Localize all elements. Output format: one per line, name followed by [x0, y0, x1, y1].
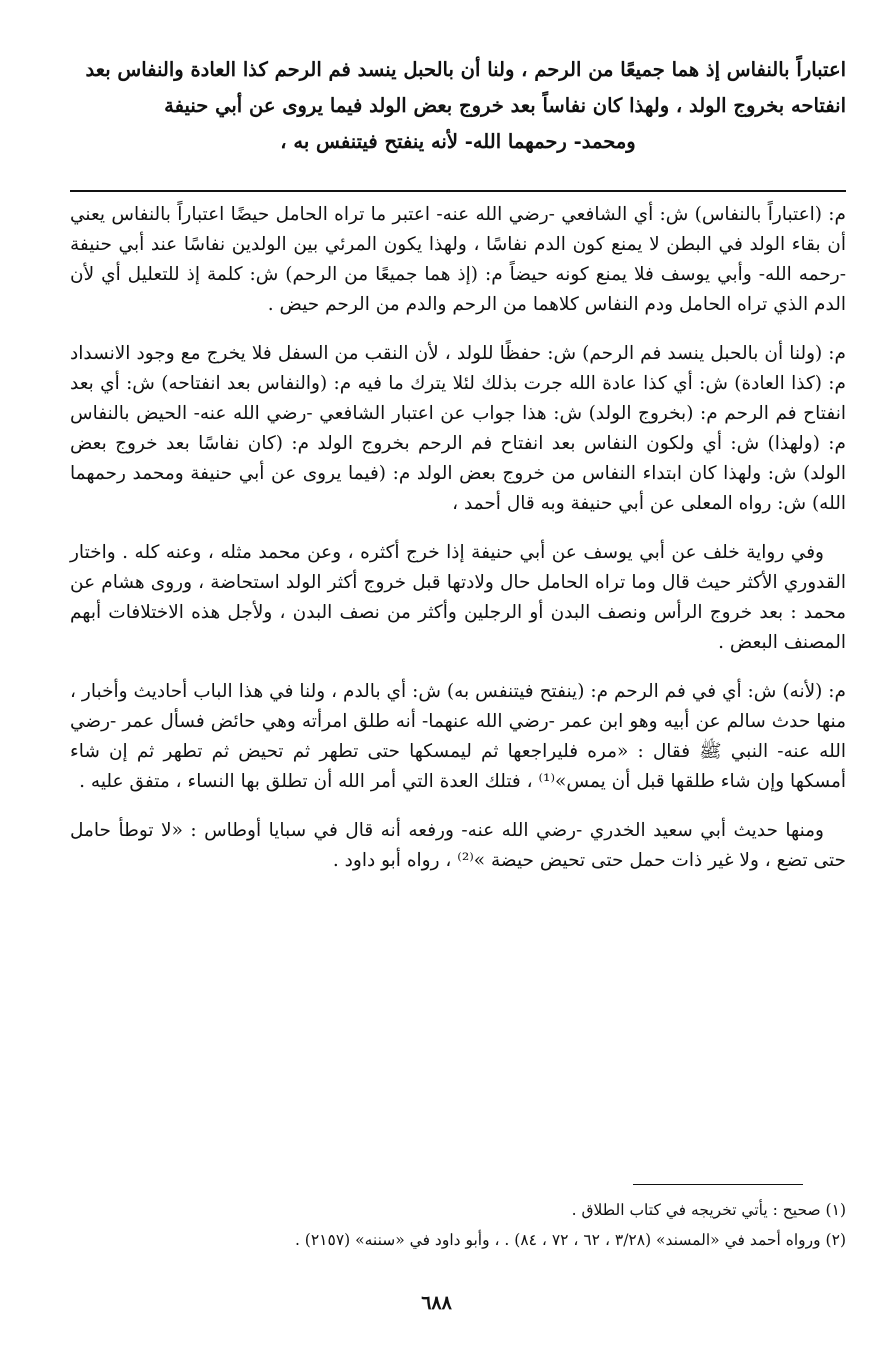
commentary [70, 200, 846, 895]
commentary-paragraph: م: (لأنه) ش: أي في فم الرحم م: (ينفتح فيتنفس به) ش: أي بالدم ، ولنا في هذا الباب أحاديث وأخبار ، منها حدث سالم عن أبيه وهو ابن عمر -رضي الله عنهما- أنه طلق امرأته وهي حائض فسأل عمر -رضي الله عنه- النبي ﷺ فقال : «مره فليراجعها ثم ليمسكها حتى تطهر ثم تحيض ثم تطهر ثم إن شاء أمسكها وإن شاء طلقها قبل أن يمس»⁽¹⁾ ، فتلك العدة التي أمر الله أن تطلق بها النساء ، متفق عليه . [70, 681, 846, 792]
main-text-divider [70, 190, 846, 192]
main-text-line: انفتاحه بخروج الولد ، ولهذا كان نفاساً بعد خروج بعض الولد فيما يروى عن أبي حنيفة [164, 94, 846, 117]
commentary-paragraph: وفي رواية خلف عن أبي يوسف عن أبي حنيفة إذا خرج أكثره ، وعن محمد مثله ، وعنه كله . واختار القدوري الأكثر حيث قال وما تراه الحامل حال ولادتها قبل خروج أكثر الولد استحاضة ، وروى هشام عن محمد : بعد خروج الرأس ونصف البدن أو الرجلين وأكثر من نصف البدن ، ولأجل هذه الاختلافات أبهم المصنف البعض . [70, 542, 846, 653]
footnote-divider [633, 1184, 803, 1185]
main-text-line: اعتباراً بالنفاس إذ هما جميعًا من الرحم ، ولنا أن بالحبل ينسد فم الرحم كذا العادة والنفاس بعد [85, 58, 846, 81]
footnote: (١) صحيح : يأتي تخريجه في كتاب الطلاق . [571, 1201, 846, 1219]
page-number: ٦٨٨ [421, 1292, 452, 1314]
commentary-paragraph: م: (اعتباراً بالنفاس) ش: أي الشافعي -رضي الله عنه- اعتبر ما تراه الحامل حيضًا اعتباراً بالنفاس يعني أن بقاء الولد في البطن لا يمنع كون الدم نفاسًا ، ولهذا يكون المرئي بين الولدين نفاسًا عند أبي حنيفة -رحمه الله- وأبي يوسف فلا يمنع كونه حيضاً م: (إذ هما جميعًا من الرحم) ش: كلمة إذ للتعليل أي لأن الدم الذي تراه الحامل ودم النفاس كلاهما من الرحم والدم من الرحم حيض . [70, 204, 846, 315]
commentary-paragraph: م: (ولنا أن بالحبل ينسد فم الرحم) ش: حفظًا للولد ، لأن النقب من السفل فلا يخرج مع وجود الانسداد م: (كذا العادة) ش: أي كذا عادة الله جرت بذلك لئلا يترك ما فيه م: (والنفاس بعد انفتاحه) ش: أي بعد انفتاح فم الرحم م: (بخروج الولد) ش: هذا جواب عن اعتبار الشافعي -رضي الله عنه- الحيض بالنفاس م: (ولهذا) ش: أي ولكون النفاس بعد انفتاح فم الرحم بخروج الولد م: (كان نفاسًا بعد خروج بعض الولد) ش: ولهذا كان ابتداء النفاس من خروج بعض الولد م: (فيما يروى عن أبي حنيفة ومحمد رحمهما الله) ش: رواه المعلى عن أبي حنيفة وبه قال أحمد ، [70, 343, 846, 514]
main-text-line: ومحمد- رحمهما الله- لأنه ينفتح فيتنفس به ، [280, 130, 636, 153]
footnotes [70, 1195, 846, 1255]
main-text [70, 52, 846, 160]
commentary-paragraph: ومنها حديث أبي سعيد الخدري -رضي الله عنه- ورفعه أنه قال في سبايا أوطاس : «لا توطأ حامل حتى تضع ، ولا غير ذات حمل حتى تحيض حيضة »⁽²⁾ ، رواه أبو داود . [70, 820, 846, 871]
footnote: (٢) ورواه أحمد في «المسند» (٣/٢٨ ، ٦٢ ، ٧٢ ، ٨٤) . ، وأبو داود في «سننه» (٢١٥٧) . [294, 1231, 846, 1249]
